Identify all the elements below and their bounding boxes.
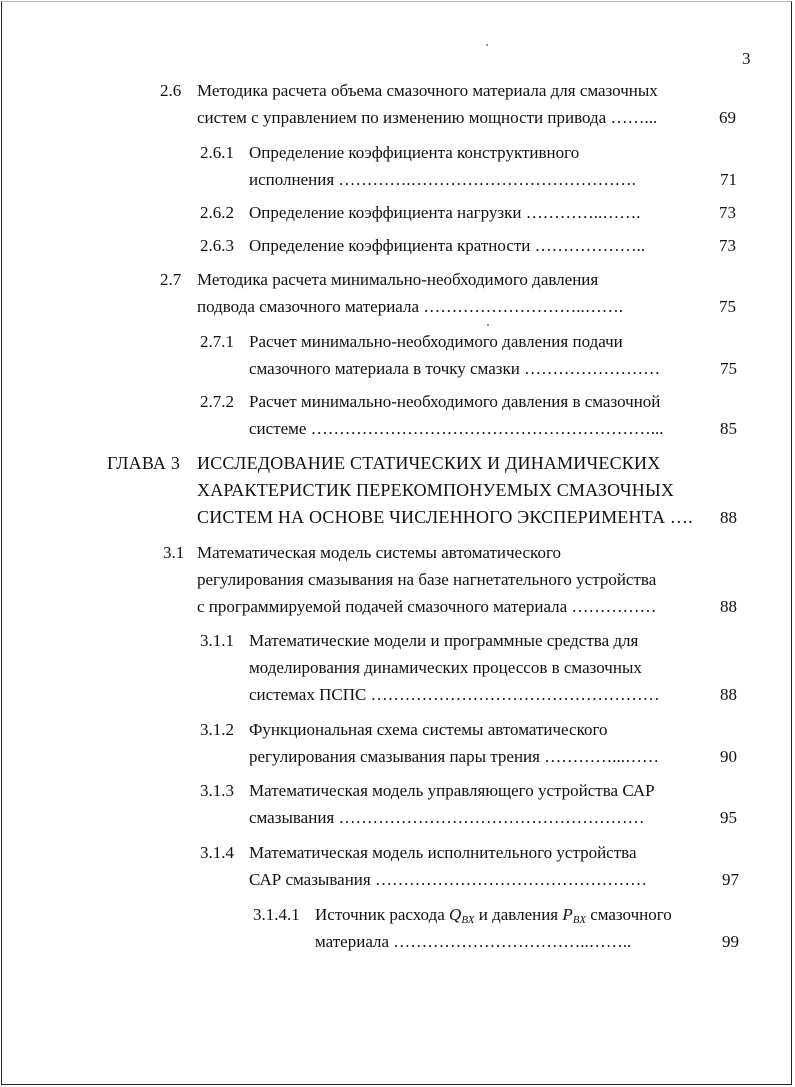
toc-entry-title: Расчет минимально-необходимого давления в смазочной [249,392,661,411]
title-part: смазочного [585,905,672,924]
toc-entry-title: Расчет минимально-необходимого давления подачи [249,332,623,351]
toc-entry-title: Методика расчета минимально-необходимого давления [197,270,599,289]
toc-entry-number: 2.6.3 [200,236,234,255]
toc-entry-title-cont: исполнения ………….…………………………………. [249,170,636,189]
title-part: Источник расхода [315,905,450,924]
toc-entry-title: Методика расчета объема смазочного материала для смазочных [197,81,658,100]
toc-entry-page: 73 [719,236,736,255]
toc-entry-title: Функциональная схема системы автоматического [249,720,608,739]
toc-entry-number: 3.1 [163,543,185,562]
toc-entry-title-cont: моделирования динамических процессов в смазочных [249,658,642,677]
toc-chapter-title-cont: ХАРАКТЕРИСТИК ПЕРЕКОМПОНУЕМЫХ СМАЗОЧНЫХ [197,480,675,500]
toc-chapter-number: ГЛАВА 3 [107,453,181,473]
toc-entry-title: Определение коэффициента кратности ……………….. [249,236,646,255]
toc-entry-page: 69 [719,108,736,127]
toc-entry-number: 2.7.1 [200,332,234,351]
toc-entry-number: 3.1.4 [200,843,234,862]
toc-entry-title: Математическая модель управляющего устройства САР [249,781,655,800]
toc-entry-number: 2.7.2 [200,392,234,411]
title-part: и давления [474,905,563,924]
toc-entry-title-cont: смазочного материала в точку смазки …………………… [249,359,661,378]
toc-entry-number: 3.1.2 [200,720,234,739]
pressure-symbol: P [562,905,573,924]
toc-entry-page: 95 [720,808,737,827]
toc-entry-title: Определение коэффициента нагрузки …………..……. [249,203,641,222]
toc-entry-title-cont: подвода смазочного материала ………………………..……. [197,297,624,316]
toc-entry-page: 75 [719,297,736,316]
toc-entry-title: Математическая модель исполнительного устройства [249,843,637,862]
toc-entry-title-cont: системах ПСПС …………………………………………… [249,685,660,704]
toc-entry-title-cont: с программируемой подачей смазочного материала …………… [197,597,657,616]
toc-chapter-title: ИССЛЕДОВАНИЕ СТАТИЧЕСКИХ И ДИНАМИЧЕСКИХ [197,453,661,473]
toc-entry-title-cont: смазывания ……………………………………………… [249,808,645,827]
toc-entry-number: 3.1.4.1 [253,905,300,924]
toc-entry-page: 88 [720,597,737,616]
toc-entry-number: 3.1.3 [200,781,234,800]
toc-entry-title-cont: регулирования смазывания пары трения …………...…… [249,747,659,766]
toc-entry-title-cont: регулирования смазывания на базе нагнетательного устройства [197,570,657,589]
toc-entry-title-cont: системе ……………………………………………………... [249,419,664,438]
flow-rate-symbol: Q [449,905,462,924]
toc-entry-title: Математические модели и программные средства для [249,631,639,650]
toc-entry-page: 99 [722,932,739,951]
toc-entry-number: 2.6.1 [200,143,234,162]
toc-entry-page: 88 [720,508,737,527]
toc-entry-page: 97 [722,870,739,889]
toc-chapter-title-cont: СИСТЕМ НА ОСНОВЕ ЧИСЛЕННОГО ЭКСПЕРИМЕНТА …. [197,507,693,527]
toc-entry-title: Математическая модель системы автоматического [197,543,562,562]
toc-entry-number: 3.1.1 [200,631,234,650]
toc-entry-number: 2.6 [160,81,182,100]
toc-entry-page: 71 [720,170,737,189]
pressure-subscript: ВХ [572,914,586,926]
toc-entry-number: 2.7 [160,270,182,289]
page-number: 3 [742,49,751,68]
toc-entry-title-cont: материала ……………………………..…….. [315,932,632,951]
toc-entry-title: Определение коэффициента конструктивного [249,143,580,162]
toc-entry-page: 73 [719,203,736,222]
toc-entry-page: 88 [720,685,737,704]
toc-entry-title-cont: САР смазывания ………………………………………… [249,870,647,889]
toc-entry-page: 75 [720,359,737,378]
toc-entry-page: 85 [720,419,737,438]
toc-entry-page: 90 [720,747,737,766]
toc-entry-title-cont: систем с управлением по изменению мощности привода ……... [197,108,658,127]
flow-rate-subscript: ВХ [461,914,475,926]
toc-entry-number: 2.6.2 [200,203,234,222]
